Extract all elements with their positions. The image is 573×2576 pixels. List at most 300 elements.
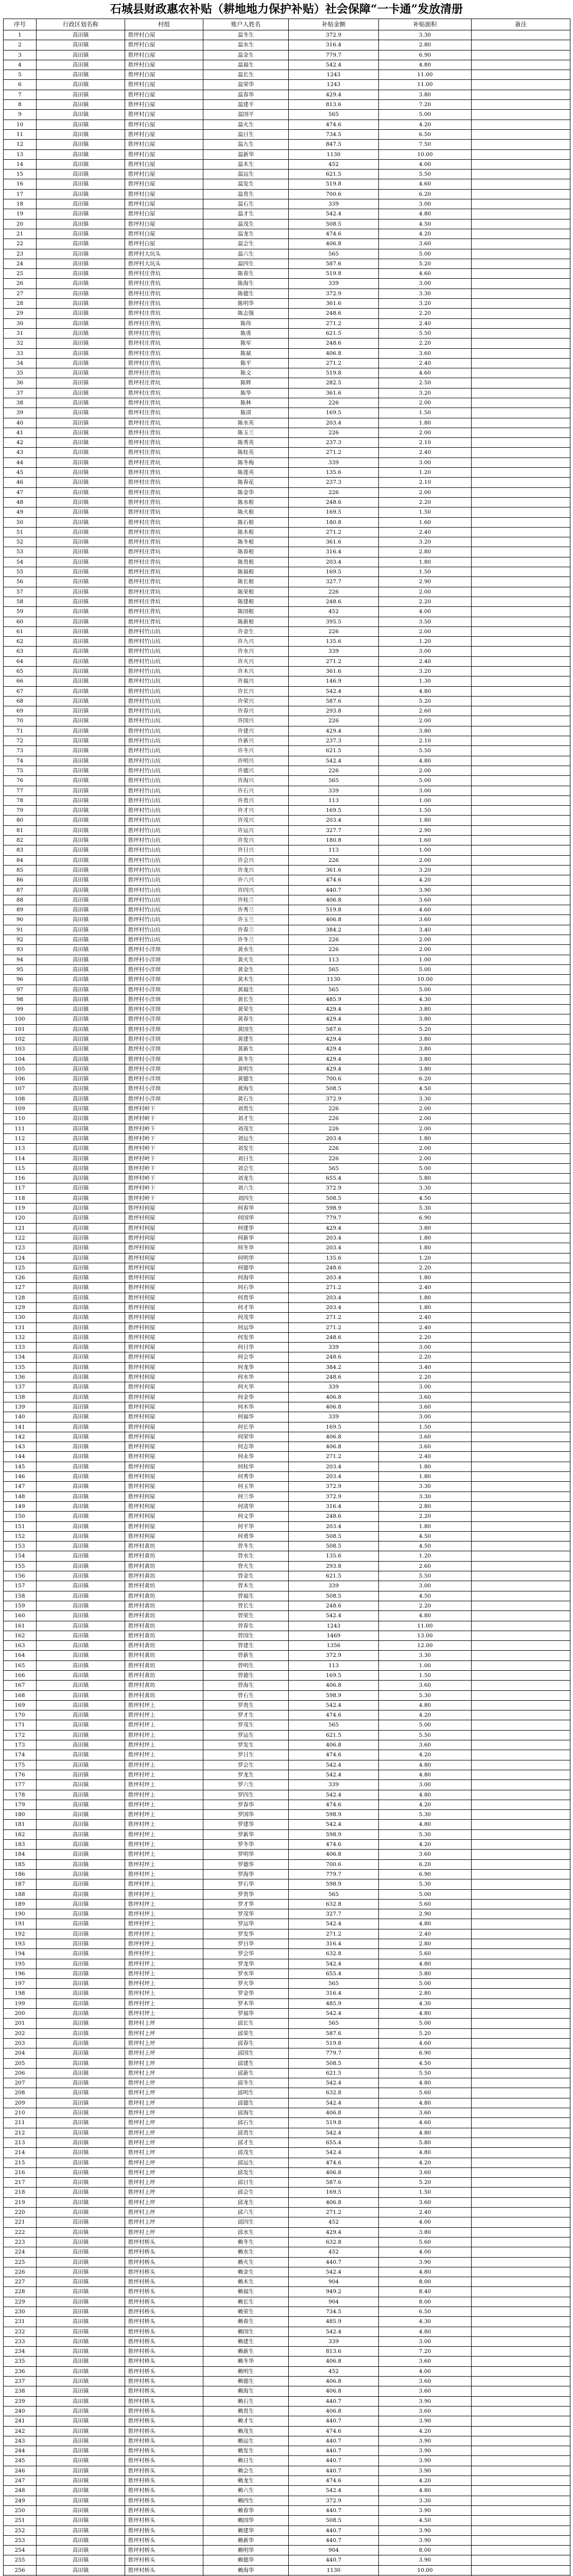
cell-village: 胜坪村桥头 — [125, 2277, 203, 2287]
cell-amount: 598.9 — [289, 1879, 379, 1889]
cell-account-name: 陈军 — [203, 338, 289, 348]
cell-village: 胜坪村黄坊 — [125, 1631, 203, 1641]
table-row — [4, 2486, 570, 2496]
cell-amount: 429.4 — [289, 726, 379, 736]
cell-region: 高田镇 — [37, 2526, 125, 2536]
cell-seq: 25 — [4, 269, 37, 279]
cell-account-name: 何勇华 — [203, 1532, 289, 1541]
cell-account-name: 罗石华 — [203, 1879, 289, 1889]
table-row — [4, 1213, 570, 1223]
cell-village: 胜坪村白屋 — [125, 70, 203, 80]
table-row — [4, 2526, 570, 2536]
cell-amount: 440.7 — [289, 2526, 379, 2536]
cell-remark — [472, 1084, 570, 1094]
cell-area: 10.00 — [379, 150, 472, 160]
cell-remark — [472, 229, 570, 239]
cell-account-name: 赖海华 — [203, 2566, 289, 2575]
cell-region: 高田镇 — [37, 1780, 125, 1790]
cell-area: 3.80 — [379, 1035, 472, 1044]
cell-amount: 316.4 — [289, 1989, 379, 1998]
cell-amount: 542.4 — [289, 756, 379, 766]
table-row — [4, 160, 570, 170]
cell-amount: 169.5 — [289, 567, 379, 577]
table-row — [4, 2546, 570, 2555]
cell-account-name: 邱茂生 — [203, 2148, 289, 2158]
cell-remark — [472, 577, 570, 587]
cell-account-name: 温发生 — [203, 179, 289, 189]
cell-account-name: 罗茂生 — [203, 1720, 289, 1730]
cell-area: 2.40 — [379, 1452, 472, 1462]
cell-region: 高田镇 — [37, 219, 125, 229]
cell-seq: 88 — [4, 895, 37, 905]
cell-remark — [472, 1293, 570, 1303]
cell-area: 1.20 — [379, 468, 472, 478]
cell-region: 高田镇 — [37, 637, 125, 647]
cell-remark — [472, 1522, 570, 1532]
cell-seq: 238 — [4, 2386, 37, 2396]
cell-remark — [472, 2208, 570, 2217]
cell-village: 胜坪村岭下 — [125, 1164, 203, 1174]
cell-amount: 271.2 — [289, 448, 379, 457]
cell-area: 2.20 — [379, 597, 472, 607]
cell-amount: 316.4 — [289, 40, 379, 50]
cell-seq: 156 — [4, 1571, 37, 1581]
cell-area: 4.20 — [379, 2476, 472, 2486]
cell-area: 3.80 — [379, 1014, 472, 1024]
table-row — [4, 1611, 570, 1621]
header-region: 行政区划名称 — [37, 19, 125, 30]
cell-area: 4.20 — [379, 1800, 472, 1810]
cell-area: 1.50 — [379, 806, 472, 816]
cell-region: 高田镇 — [37, 1671, 125, 1681]
cell-village: 胜坪村桥头 — [125, 2416, 203, 2426]
cell-account-name: 何才华 — [203, 1303, 289, 1313]
cell-region: 高田镇 — [37, 1810, 125, 1820]
cell-seq: 100 — [4, 1014, 37, 1024]
cell-account-name: 赖木生 — [203, 2277, 289, 2287]
cell-amount: 508.5 — [289, 2059, 379, 2069]
cell-seq: 157 — [4, 1581, 37, 1591]
cell-remark — [472, 2496, 570, 2506]
cell-remark — [472, 518, 570, 528]
cell-seq: 114 — [4, 1154, 37, 1164]
cell-area: 2.00 — [379, 1144, 472, 1154]
cell-village: 胜坪村上坪 — [125, 2039, 203, 2048]
cell-amount: 598.9 — [289, 1830, 379, 1840]
cell-account-name: 罗福华 — [203, 2009, 289, 2019]
cell-village: 胜坪村庄背坑 — [125, 338, 203, 348]
table-row — [4, 2377, 570, 2386]
cell-seq: 104 — [4, 1055, 37, 1064]
cell-region: 高田镇 — [37, 1352, 125, 1362]
cell-village: 胜坪村小洋坝 — [125, 1014, 203, 1024]
cell-village: 胜坪村桥头 — [125, 2258, 203, 2267]
cell-area: 4.20 — [379, 2427, 472, 2436]
cell-village: 胜坪村白屋 — [125, 239, 203, 249]
cell-remark — [472, 2138, 570, 2148]
cell-remark — [472, 2078, 570, 2088]
cell-seq: 239 — [4, 2397, 37, 2406]
cell-amount: 474.6 — [289, 1750, 379, 1760]
cell-village: 胜坪村竹山坑 — [125, 826, 203, 836]
cell-village: 胜坪村庄背坑 — [125, 488, 203, 498]
cell-amount: 271.2 — [289, 1452, 379, 1462]
cell-seq: 42 — [4, 438, 37, 448]
table-row — [4, 2168, 570, 2178]
cell-region: 高田镇 — [37, 1681, 125, 1690]
cell-remark — [472, 1900, 570, 1909]
cell-area: 3.60 — [379, 2386, 472, 2396]
cell-remark — [472, 955, 570, 965]
cell-account-name: 曾明生 — [203, 1661, 289, 1671]
cell-region: 高田镇 — [37, 567, 125, 577]
cell-remark — [472, 1641, 570, 1651]
cell-village: 胜坪村桥头 — [125, 2357, 203, 2366]
cell-remark — [472, 2267, 570, 2277]
cell-area: 2.00 — [379, 1124, 472, 1134]
cell-area: 4.80 — [379, 687, 472, 697]
table-row — [4, 1014, 570, 1024]
cell-seq: 128 — [4, 1293, 37, 1303]
cell-village: 胜坪村桥头 — [125, 2307, 203, 2317]
cell-amount: 406.8 — [289, 2168, 379, 2178]
document-title: 石城县财政惠农补贴（耕地地力保护补贴）社会保障“一卡通”发放清册 — [110, 3, 463, 16]
cell-remark — [472, 1124, 570, 1134]
cell-seq: 218 — [4, 2188, 37, 2197]
cell-seq: 198 — [4, 1989, 37, 1998]
cell-region: 高田镇 — [37, 1044, 125, 1054]
cell-area: 4.80 — [379, 2098, 472, 2108]
cell-account-name: 刘才生 — [203, 1114, 289, 1124]
cell-region: 高田镇 — [37, 418, 125, 428]
cell-region: 高田镇 — [37, 2208, 125, 2217]
cell-seq: 202 — [4, 2029, 37, 2039]
cell-remark — [472, 2466, 570, 2476]
cell-village: 胜坪村竹山坑 — [125, 806, 203, 816]
cell-region: 高田镇 — [37, 1621, 125, 1631]
cell-amount: 655.4 — [289, 1969, 379, 1979]
cell-remark — [472, 289, 570, 299]
cell-seq: 75 — [4, 766, 37, 776]
cell-account-name: 许冬兴 — [203, 746, 289, 756]
cell-account-name: 赖建生 — [203, 2337, 289, 2347]
cell-area: 3.30 — [379, 1482, 472, 1492]
cell-account-name: 罗日生 — [203, 1750, 289, 1760]
cell-remark — [472, 856, 570, 866]
cell-village: 胜坪村桥头 — [125, 2546, 203, 2555]
table-row — [4, 338, 570, 348]
table-row — [4, 438, 570, 448]
cell-amount: 474.6 — [289, 875, 379, 885]
cell-amount: 904 — [289, 2277, 379, 2287]
cell-village: 胜坪村庄背坑 — [125, 319, 203, 329]
table-row — [4, 329, 570, 338]
cell-region: 高田镇 — [37, 338, 125, 348]
subsidy-table — [3, 19, 570, 2576]
cell-amount: 146.9 — [289, 676, 379, 686]
table-row — [4, 1064, 570, 1074]
cell-area: 2.20 — [379, 1333, 472, 1343]
cell-region: 高田镇 — [37, 2506, 125, 2516]
cell-account-name: 何会华 — [203, 1352, 289, 1362]
cell-account-name: 陈林 — [203, 398, 289, 408]
cell-amount: 565 — [289, 2019, 379, 2028]
cell-area: 5.00 — [379, 1720, 472, 1730]
cell-account-name: 陈莲英 — [203, 468, 289, 478]
cell-account-name: 罗明华 — [203, 1850, 289, 1859]
cell-seq: 13 — [4, 150, 37, 160]
cell-seq: 99 — [4, 1005, 37, 1014]
table-row — [4, 935, 570, 945]
cell-account-name: 温石生 — [203, 199, 289, 209]
cell-amount: 406.8 — [289, 1402, 379, 1412]
cell-remark — [472, 965, 570, 975]
cell-region: 高田镇 — [37, 1104, 125, 1114]
cell-village: 胜坪村黄坊 — [125, 1611, 203, 1621]
cell-region: 高田镇 — [37, 1870, 125, 1879]
cell-amount: 384.2 — [289, 1363, 379, 1372]
cell-region: 高田镇 — [37, 2088, 125, 2098]
table-row — [4, 90, 570, 100]
cell-village: 胜坪村坪上 — [125, 1989, 203, 1998]
cell-account-name: 罗茂华 — [203, 1909, 289, 1919]
cell-area: 3.60 — [379, 2406, 472, 2416]
cell-seq: 27 — [4, 289, 37, 299]
cell-account-name: 许新兴 — [203, 736, 289, 746]
cell-seq: 232 — [4, 2327, 37, 2337]
cell-seq: 205 — [4, 2059, 37, 2069]
table-row — [4, 1224, 570, 1233]
cell-region: 高田镇 — [37, 826, 125, 836]
cell-remark — [472, 2427, 570, 2436]
cell-seq: 26 — [4, 279, 37, 289]
cell-village: 胜坪村坪上 — [125, 1701, 203, 1710]
cell-region: 高田镇 — [37, 2386, 125, 2396]
cell-village: 胜坪村桥头 — [125, 2317, 203, 2327]
cell-seq: 162 — [4, 1631, 37, 1641]
cell-remark — [472, 1979, 570, 1989]
cell-remark — [472, 2377, 570, 2386]
cell-seq: 85 — [4, 866, 37, 875]
table-row — [4, 1044, 570, 1054]
cell-remark — [472, 1134, 570, 1144]
cell-region: 高田镇 — [37, 1770, 125, 1780]
cell-village: 胜坪村坪上 — [125, 1750, 203, 1760]
cell-remark — [472, 925, 570, 935]
cell-seq: 136 — [4, 1372, 37, 1382]
cell-amount: 203.4 — [289, 816, 379, 825]
cell-seq: 77 — [4, 786, 37, 796]
cell-remark — [472, 657, 570, 667]
cell-account-name: 曾建生 — [203, 1641, 289, 1651]
cell-village: 胜坪村何屋 — [125, 1323, 203, 1333]
cell-account-name: 曾德生 — [203, 1671, 289, 1681]
cell-amount: 316.4 — [289, 1939, 379, 1949]
cell-amount: 406.8 — [289, 895, 379, 905]
table-row — [4, 70, 570, 80]
cell-seq: 240 — [4, 2406, 37, 2416]
cell-region: 高田镇 — [37, 2039, 125, 2048]
cell-account-name: 赖明华 — [203, 2546, 289, 2555]
cell-remark — [472, 1074, 570, 1084]
table-row — [4, 557, 570, 567]
cell-remark — [472, 1283, 570, 1293]
cell-remark — [472, 796, 570, 806]
cell-amount: 339 — [289, 199, 379, 209]
cell-account-name: 许玉兰 — [203, 915, 289, 925]
cell-region: 高田镇 — [37, 1701, 125, 1710]
cell-amount: 542.4 — [289, 2098, 379, 2108]
cell-area: 5.50 — [379, 1731, 472, 1740]
cell-area: 3.00 — [379, 1382, 472, 1392]
table-row — [4, 1243, 570, 1253]
cell-remark — [472, 1701, 570, 1710]
cell-amount: 113 — [289, 796, 379, 806]
cell-seq: 168 — [4, 1691, 37, 1701]
cell-amount: 440.7 — [289, 2416, 379, 2426]
cell-region: 高田镇 — [37, 1313, 125, 1323]
cell-amount: 282.5 — [289, 378, 379, 388]
cell-village: 胜坪村小洋坝 — [125, 985, 203, 995]
cell-village: 胜坪村坪上 — [125, 1969, 203, 1979]
cell-account-name: 曾春生 — [203, 1621, 289, 1631]
cell-account-name: 许六兴 — [203, 875, 289, 885]
cell-region: 高田镇 — [37, 697, 125, 706]
cell-region: 高田镇 — [37, 1412, 125, 1422]
cell-amount: 180.8 — [289, 836, 379, 845]
cell-area: 5.60 — [379, 2088, 472, 2098]
table-row — [4, 1194, 570, 1204]
cell-village: 胜坪村竹山坑 — [125, 627, 203, 637]
cell-seq: 180 — [4, 1810, 37, 1820]
cell-village: 胜坪村坪上 — [125, 1890, 203, 1900]
cell-seq: 185 — [4, 1860, 37, 1870]
cell-remark — [472, 418, 570, 428]
cell-village: 胜坪村竹山坑 — [125, 935, 203, 945]
cell-seq: 220 — [4, 2208, 37, 2217]
cell-account-name: 黄海生 — [203, 1084, 289, 1094]
cell-area: 4.00 — [379, 2217, 472, 2227]
cell-amount: 248.6 — [289, 1512, 379, 1521]
cell-area: 4.80 — [379, 756, 472, 766]
cell-area: 4.50 — [379, 2059, 472, 2069]
cell-account-name: 罗海华 — [203, 1870, 289, 1879]
cell-amount: 598.9 — [289, 1691, 379, 1701]
cell-amount: 542.4 — [289, 2148, 379, 2158]
cell-region: 高田镇 — [37, 1860, 125, 1870]
cell-amount: 949.2 — [289, 2287, 379, 2297]
table-row — [4, 359, 570, 368]
cell-region: 高田镇 — [37, 2118, 125, 2128]
cell-amount: 271.2 — [289, 1313, 379, 1323]
cell-account-name: 邱六生 — [203, 2208, 289, 2217]
cell-seq: 38 — [4, 398, 37, 408]
cell-village: 胜坪村小洋坝 — [125, 1005, 203, 1014]
cell-village: 胜坪村岭下 — [125, 1114, 203, 1124]
cell-region: 高田镇 — [37, 1124, 125, 1134]
cell-account-name: 温福生 — [203, 60, 289, 70]
cell-seq: 61 — [4, 627, 37, 637]
cell-village: 胜坪村白屋 — [125, 50, 203, 60]
table-row — [4, 2108, 570, 2118]
cell-account-name: 陈桂英 — [203, 448, 289, 457]
cell-remark — [472, 1890, 570, 1900]
cell-region: 高田镇 — [37, 1929, 125, 1939]
cell-seq: 173 — [4, 1740, 37, 1750]
table-row — [4, 1352, 570, 1362]
cell-region: 高田镇 — [37, 1591, 125, 1601]
cell-amount: 429.4 — [289, 2228, 379, 2238]
cell-account-name: 邱水生 — [203, 2228, 289, 2238]
cell-region: 高田镇 — [37, 1174, 125, 1183]
cell-remark — [472, 2446, 570, 2456]
cell-amount: 113 — [289, 845, 379, 855]
cell-seq: 108 — [4, 1094, 37, 1104]
cell-remark — [472, 2416, 570, 2426]
cell-area: 4.30 — [379, 995, 472, 1005]
cell-amount: 372.9 — [289, 30, 379, 40]
cell-remark — [472, 1512, 570, 1521]
cell-area: 2.10 — [379, 478, 472, 487]
cell-amount: 542.4 — [289, 1611, 379, 1621]
cell-area: 4.50 — [379, 1194, 472, 1204]
table-row — [4, 269, 570, 279]
cell-account-name: 黄新生 — [203, 1044, 289, 1054]
cell-village: 胜坪村庄背坑 — [125, 368, 203, 378]
table-row — [4, 2516, 570, 2526]
cell-village: 胜坪村岭下 — [125, 1104, 203, 1114]
cell-account-name: 赖国华 — [203, 2516, 289, 2526]
cell-area: 2.40 — [379, 1313, 472, 1323]
cell-seq: 109 — [4, 1104, 37, 1114]
cell-village: 胜坪村竹山坑 — [125, 905, 203, 915]
table-row — [4, 219, 570, 229]
cell-remark — [472, 1661, 570, 1671]
cell-area: 2.20 — [379, 309, 472, 318]
cell-remark — [472, 1014, 570, 1024]
table-row — [4, 547, 570, 557]
cell-amount: 361.6 — [289, 667, 379, 676]
cell-account-name: 邱建生 — [203, 2059, 289, 2069]
cell-area: 4.80 — [379, 2078, 472, 2088]
cell-remark — [472, 90, 570, 100]
table-row — [4, 1631, 570, 1641]
cell-account-name: 曾冬生 — [203, 1541, 289, 1551]
cell-seq: 91 — [4, 925, 37, 935]
cell-area: 4.20 — [379, 120, 472, 130]
cell-remark — [472, 279, 570, 289]
cell-remark — [472, 816, 570, 825]
cell-amount: 406.8 — [289, 2377, 379, 2386]
cell-seq: 126 — [4, 1273, 37, 1283]
cell-amount: 542.4 — [289, 1919, 379, 1929]
cell-account-name: 陈福根 — [203, 567, 289, 577]
cell-amount: 372.9 — [289, 1651, 379, 1660]
table-row — [4, 1402, 570, 1412]
cell-account-name: 何水华 — [203, 1372, 289, 1382]
cell-village: 胜坪村小洋坝 — [125, 995, 203, 1005]
cell-remark — [472, 498, 570, 507]
cell-village: 胜坪村岭下 — [125, 1134, 203, 1144]
cell-region: 高田镇 — [37, 2536, 125, 2546]
cell-account-name: 何志华 — [203, 1442, 289, 1452]
cell-remark — [472, 2178, 570, 2188]
table-row — [4, 2228, 570, 2238]
cell-remark — [472, 100, 570, 110]
cell-area: 2.00 — [379, 716, 472, 726]
cell-remark — [472, 995, 570, 1005]
cell-area: 8.00 — [379, 2277, 472, 2287]
